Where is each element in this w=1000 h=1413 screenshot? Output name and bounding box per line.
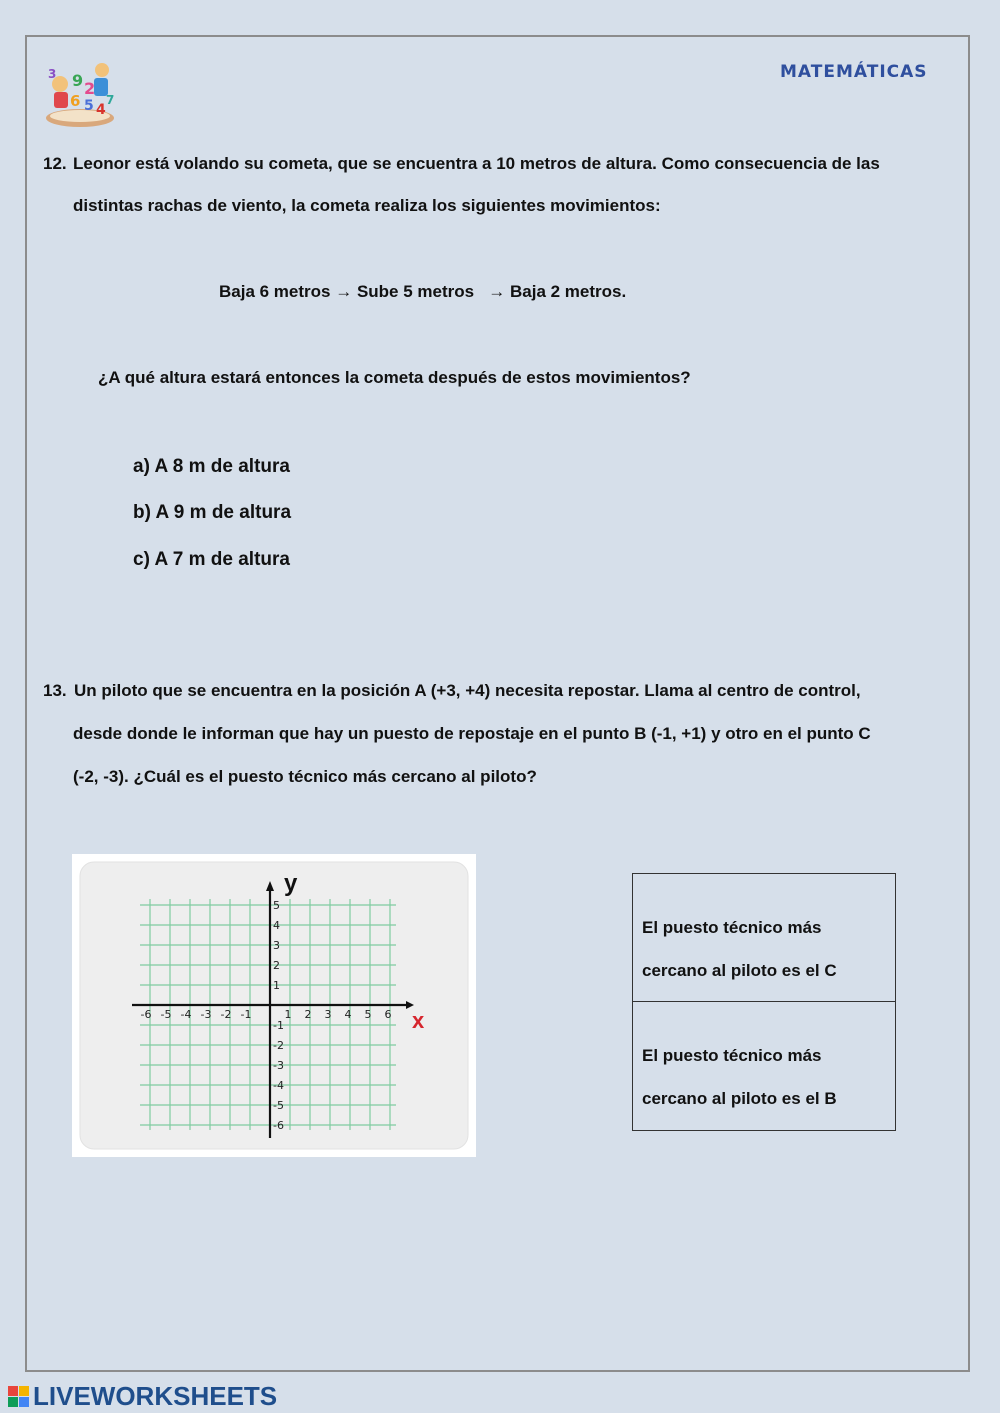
svg-text:9: 9 [72,71,84,90]
y-tick-label: -5 [273,1099,284,1112]
subject-title: MATEMÁTICAS [780,62,928,82]
answer-option-c[interactable] [633,874,895,1002]
answer-option-c-line-2: cercano al piloto es el C [642,961,837,980]
x-tick-label: -6 [140,1008,152,1021]
numbers-logo-icon [40,56,120,132]
y-tick-label: 3 [273,939,280,952]
movements-sequence: Baja 6 metros → Sube 5 metros → Baja 2 metros. [219,282,627,301]
y-tick-label: -6 [273,1119,284,1132]
answer-table [632,873,896,1131]
question-12-prompt: ¿A qué altura estará entonces la cometa después de estos movimientos? [98,368,691,387]
footer-brand [8,1381,277,1412]
coordinate-graph [72,854,476,1157]
option-a[interactable]: a) A 8 m de altura [133,456,290,477]
x-tick-label: 3 [324,1008,332,1021]
question-13-line-2: desde donde le informan que hay un puesto de repostaje en el punto B (-1, +1) y otro en el punto C [73,724,871,743]
y-axis-label: y [284,870,298,897]
svg-text:4: 4 [96,102,106,118]
question-12-number: 12. [43,154,67,173]
svg-text:7: 7 [106,93,115,107]
x-tick-label: 4 [344,1008,352,1021]
x-tick-label: -3 [200,1008,212,1021]
x-tick-label: 5 [364,1008,372,1021]
x-tick-label: 1 [284,1008,292,1021]
coordinate-graph-svg [72,854,476,1157]
y-tick-label: -3 [273,1059,284,1072]
x-tick-label: 6 [384,1008,392,1021]
x-tick-label: -5 [160,1008,172,1021]
y-tick-label: 1 [273,979,280,992]
liveworksheets-logo-icon [8,1386,30,1408]
y-tick-label: -1 [273,1019,284,1032]
svg-text:5: 5 [84,98,94,114]
x-tick-label: 2 [304,1008,312,1021]
x-tick-label: -1 [240,1008,252,1021]
question-12-line-2: distintas rachas de viento, la cometa realiza los siguientes movimientos: [73,196,661,215]
answer-option-b[interactable] [633,1002,895,1131]
y-tick-label: -2 [273,1039,284,1052]
answer-option-c-line-1: El puesto técnico más [642,918,822,937]
x-tick-label: -2 [220,1008,232,1021]
y-tick-label: 5 [273,899,280,912]
answer-option-b-line-2: cercano al piloto es el B [642,1089,837,1108]
option-b[interactable]: b) A 9 m de altura [133,502,292,523]
question-13-line-3: (-2, -3). ¿Cuál es el puesto técnico más cercano al piloto? [73,767,537,786]
svg-text:2: 2 [84,79,96,98]
svg-text:6: 6 [70,92,81,110]
x-tick-label: -4 [180,1008,192,1021]
svg-text:3: 3 [48,67,57,81]
option-c[interactable]: c) A 7 m de altura [133,549,290,570]
footer-brand-text: LIVEWORKSHEETS [33,1381,278,1411]
x-axis-label: x [412,1008,425,1033]
question-13-number: 13. [43,681,67,700]
answer-option-b-line-1: El puesto técnico más [642,1046,822,1065]
y-tick-label: 4 [273,919,280,932]
question-13-line-1: Un piloto que se encuentra en la posición A (+3, +4) necesita repostar. Llama al centro de control, [74,681,861,700]
y-tick-label: 2 [273,959,280,972]
question-12-line-1: Leonor está volando su cometa, que se encuentra a 10 metros de altura. Como consecuencia de las [73,154,880,173]
y-tick-label: -4 [273,1079,284,1092]
